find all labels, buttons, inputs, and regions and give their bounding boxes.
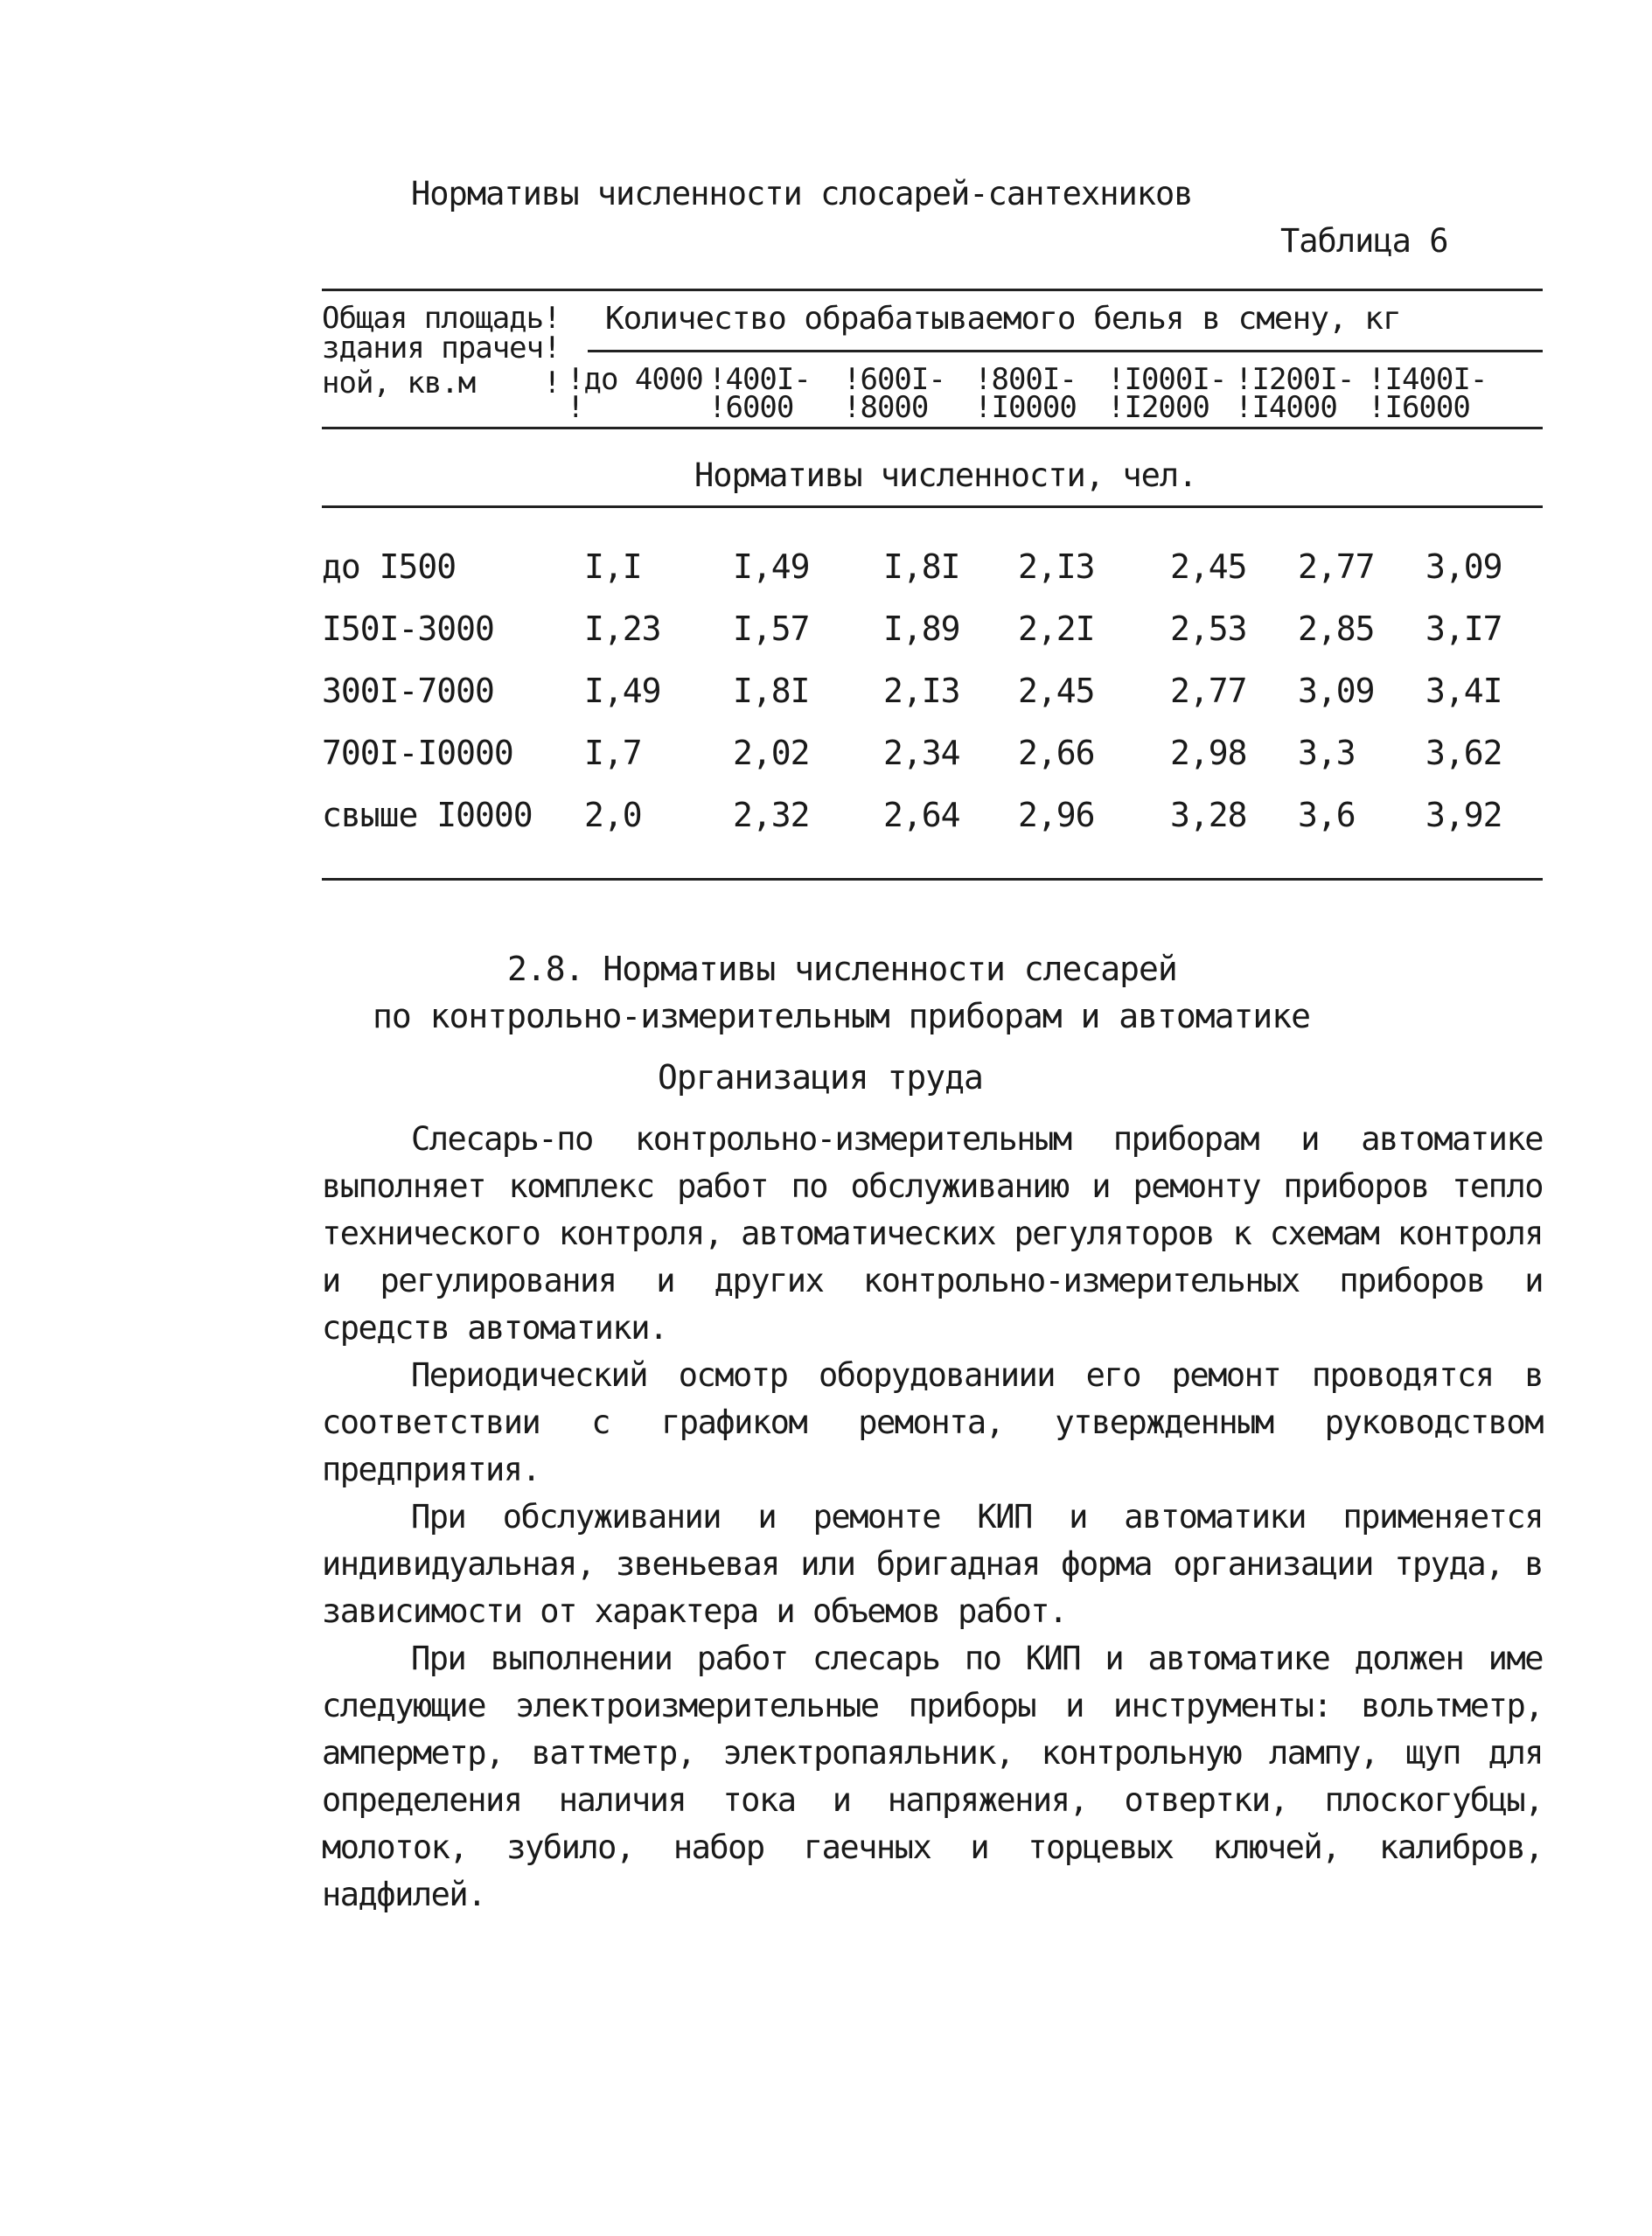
row-value: 3,09	[1298, 672, 1375, 710]
row-value: 2,85	[1298, 610, 1375, 648]
row-value: I,49	[584, 672, 661, 710]
row-value: 3,28	[1170, 796, 1247, 834]
row-area-label: до I500	[322, 547, 457, 586]
row-value: 2,2I	[1018, 610, 1095, 648]
header-inner-rule	[588, 350, 1543, 352]
row-value: 2,32	[733, 796, 810, 834]
row-value: 2,64	[883, 796, 960, 834]
row-value: I,23	[584, 610, 661, 648]
row-value: 2,34	[883, 734, 960, 772]
norms-caption: Нормативы численности, чел.	[694, 456, 1197, 494]
row-value: 2,53	[1170, 610, 1247, 648]
range-3-bottom: !8000	[843, 390, 929, 425]
section-subheading: Организация труда	[658, 1058, 983, 1097]
range-7-top: !I400I-	[1368, 362, 1488, 397]
table-top-rule	[322, 289, 1543, 291]
paragraph: При выполнении работ слесарь по КИП и автоматике должен име следующие электроизмерительные приборы и инструменты: вольтметр, амперметр, ваттметр, электропаяльник, контрольную лампу, щуп для определения наличия тока и напряжения, отвертки, плоскогубцы, молоток, зубило, набор гаечных и торцевых ключей, калибров, надфилей.	[322, 1640, 1543, 1913]
paragraph: Периодический осмотр оборудованиии его ремонт проводятся в соответствии с графиком ремонта, утвержденным руководством предприятия.	[322, 1356, 1543, 1488]
row-value: 2,45	[1170, 547, 1247, 586]
page-title: Нормативы численности слосарей-сантехников	[411, 175, 1193, 212]
header-area-line2: здания прачеч!	[322, 331, 561, 366]
row-value: 2,0	[584, 796, 642, 834]
row-area-label: свыше I0000	[322, 796, 533, 834]
row-value: 3,62	[1425, 734, 1502, 772]
row-value: 3,3	[1298, 734, 1356, 772]
header-area-line1: Общая площадь!	[322, 301, 561, 336]
header-quantity: Количество обрабатываемого белья в смену, кг	[605, 301, 1401, 337]
range-3-top: !600I-	[843, 362, 945, 397]
range-2-top: !400I-	[708, 362, 811, 397]
caption-bottom-rule	[322, 505, 1543, 508]
row-value: 2,02	[733, 734, 810, 772]
row-value: 2,98	[1170, 734, 1247, 772]
row-value: I,57	[733, 610, 810, 648]
range-4-bottom: !I0000	[974, 390, 1077, 425]
range-5-top: !I000I-	[1107, 362, 1227, 397]
row-value: 2,45	[1018, 672, 1095, 710]
range-2-bottom: !6000	[708, 390, 794, 425]
row-value: 3,92	[1425, 796, 1502, 834]
range-6-top: !I200I-	[1235, 362, 1355, 397]
row-value: 3,09	[1425, 547, 1502, 586]
range-5-bottom: !I2000	[1107, 390, 1209, 425]
row-value: 3,4I	[1425, 672, 1502, 710]
paragraph: Слесарь-по контрольно-измерительным приборам и автоматике выполняет комплекс работ по обслуживанию и ремонту приборов тепло технического контроля, автоматических регуляторов к схемам контроля и регулирования и других контрольно-измерительных приборов и средств автоматики.	[322, 1120, 1543, 1347]
row-value: I,8I	[733, 672, 810, 710]
paragraph: При обслуживании и ремонте КИП и автоматики применяется индивидуальная, звеньевая или бригадная форма организации труда, в зависимости от характера и объемов работ.	[322, 1498, 1543, 1630]
row-value: 2,77	[1298, 547, 1375, 586]
range-7-bottom: !I6000	[1368, 390, 1470, 425]
header-bottom-rule	[322, 427, 1543, 429]
row-value: I,8I	[883, 547, 960, 586]
range-4-top: !800I-	[974, 362, 1077, 397]
body-text	[322, 1116, 1543, 1919]
row-value: 2,I3	[1018, 547, 1095, 586]
row-value: I,49	[733, 547, 810, 586]
section-heading-line1: 2.8. Нормативы численности слесарей	[507, 950, 1177, 988]
row-area-label: I50I-3000	[322, 610, 494, 648]
row-area-label: 300I-7000	[322, 672, 494, 710]
range-1-bottom: !	[567, 390, 584, 425]
row-value: I,7	[584, 734, 642, 772]
row-area-label: 700I-I0000	[322, 734, 513, 772]
row-value: I,I	[584, 547, 642, 586]
table-label: Таблица 6	[1280, 222, 1448, 260]
row-value: I,89	[883, 610, 960, 648]
header-area-line3: ной, кв.м !	[322, 366, 561, 401]
range-6-bottom: !I4000	[1235, 390, 1337, 425]
row-value: 2,77	[1170, 672, 1247, 710]
row-value: 2,I3	[883, 672, 960, 710]
range-1-top: !до 4000	[567, 362, 703, 397]
row-value: 2,66	[1018, 734, 1095, 772]
section-heading-line2: по контрольно-измерительным приборам и автоматике	[373, 997, 1311, 1035]
row-value: 3,I7	[1425, 610, 1502, 648]
row-value: 2,96	[1018, 796, 1095, 834]
table-bottom-rule	[322, 878, 1543, 881]
row-value: 3,6	[1298, 796, 1356, 834]
